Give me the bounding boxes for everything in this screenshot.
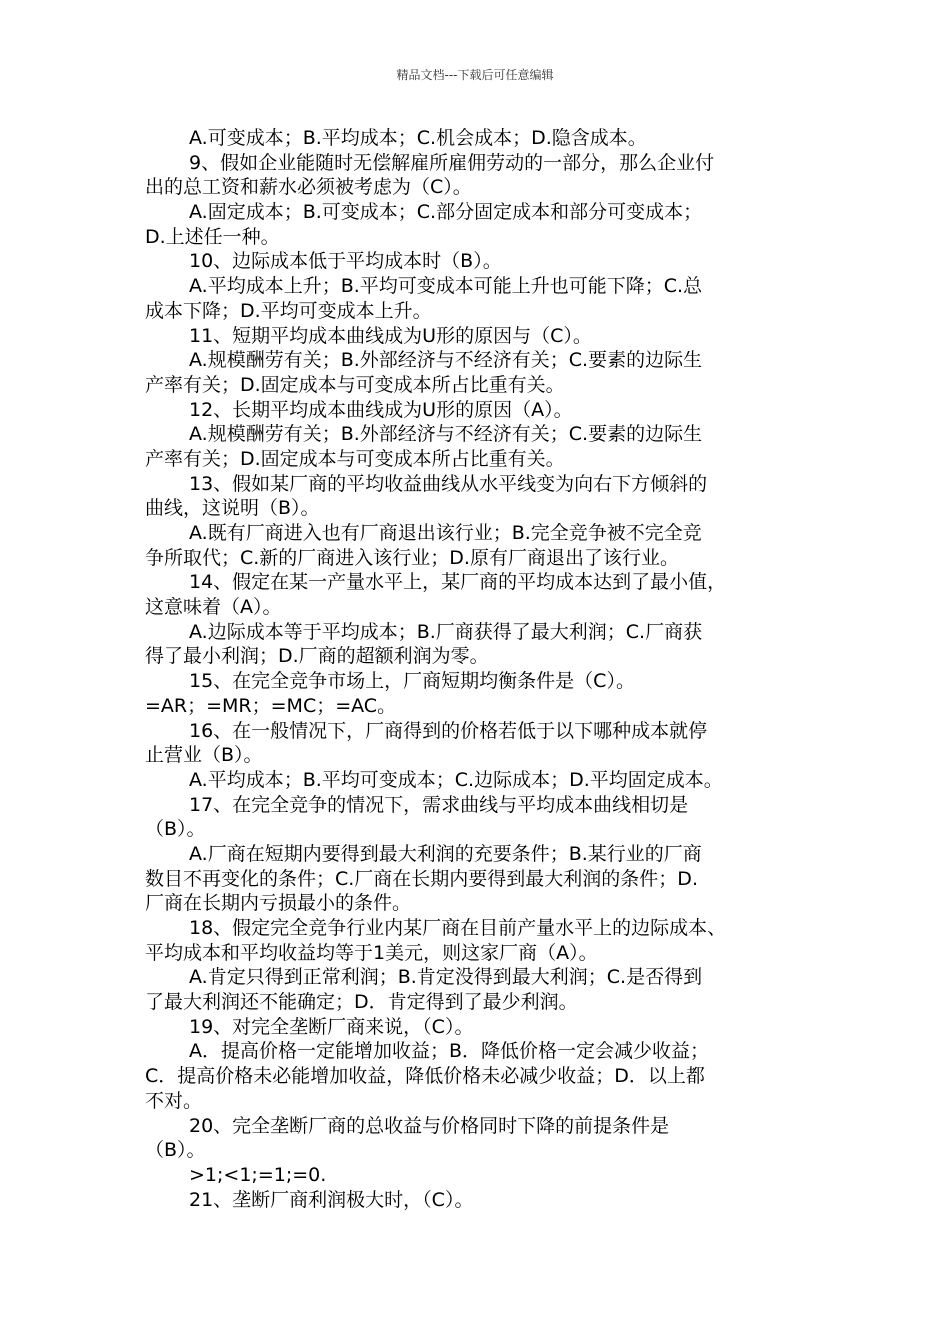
text-line: 得了最小利润；D.厂商的超额利润为零。 bbox=[145, 645, 489, 668]
text-line: 曲线，这说明（B）。 bbox=[145, 497, 320, 520]
text-line: 16、在一般情况下，厂商得到的价格若低于以下哪种成本就停 bbox=[189, 719, 708, 742]
text-line: 20、完全垄断厂商的总收益与价格同时下降的前提条件是 bbox=[189, 1114, 670, 1137]
text-line: =AR；=MR；=MC；=AC。 bbox=[145, 694, 397, 717]
text-line: A.肯定只得到正常利润；B.肯定没得到最大利润；C.是否得到 bbox=[189, 966, 703, 989]
text-line: 15、在完全竞争市场上，厂商短期均衡条件是（C）。 bbox=[189, 670, 635, 693]
text-line: A.规模酬劳有关；B.外部经济与不经济有关；C.要素的边际生 bbox=[189, 349, 703, 372]
text-line: 厂商在长期内亏损最小的条件。 bbox=[145, 892, 412, 915]
text-line: 9、假如企业能随时无偿解雇所雇佣劳动的一部分，那么企业付 bbox=[189, 151, 715, 174]
text-line: A.平均成本；B.平均可变成本；C.边际成本；D.平均固定成本。 bbox=[189, 768, 723, 791]
text-line: 不对。 bbox=[145, 1089, 203, 1112]
text-line: A.固定成本；B.可变成本；C.部分固定成本和部分可变成本； bbox=[189, 201, 703, 224]
text-line: 了最大利润还不能确定；D．肯定得到了最少利润。 bbox=[145, 991, 578, 1014]
text-line: 产率有关；D.固定成本与可变成本所占比重有关。 bbox=[145, 447, 565, 470]
text-line: 14、假定在某一产量水平上，某厂商的平均成本达到了最小值， bbox=[189, 571, 727, 594]
text-line: >1;<1;=1;=0. bbox=[189, 1163, 327, 1186]
text-line: D.上述任一种。 bbox=[145, 225, 280, 248]
text-line: A.规模酬劳有关；B.外部经济与不经济有关；C.要素的边际生 bbox=[189, 423, 703, 446]
text-line: 数目不再变化的条件；C.厂商在长期内要得到最大利润的条件；D. bbox=[145, 867, 698, 890]
text-line: A.厂商在短期内要得到最大利润的充要条件；B.某行业的厂商 bbox=[189, 842, 702, 865]
text-line: 11、短期平均成本曲线成为U形的原因与（C）。 bbox=[189, 324, 592, 347]
text-line: （B）。 bbox=[145, 818, 206, 841]
text-line: 17、在完全竞争的情况下，需求曲线与平均成本曲线相切是 bbox=[189, 793, 689, 816]
text-line: A.既有厂商进入也有厂商退出该行业；B.完全竞争被不完全竞 bbox=[189, 522, 702, 544]
text-line: 10、边际成本低于平均成本时（B）。 bbox=[189, 250, 502, 273]
text-line: 争所取代；C.新的厂商进入该行业；D.原有厂商退出了该行业。 bbox=[145, 546, 679, 569]
text-line: A.可变成本；B.平均成本；C.机会成本；D.隐含成本。 bbox=[189, 127, 647, 149]
text-line: 19、对完全垄断厂商来说，（C）。 bbox=[189, 1015, 474, 1038]
page-header: 精品文档---下载后可任意编辑 bbox=[396, 68, 554, 82]
text-line: 止营业（B）。 bbox=[145, 744, 263, 767]
text-line: 这意味着（A）。 bbox=[145, 596, 282, 619]
text-line: （B）。 bbox=[145, 1139, 206, 1162]
text-line: 出的总工资和薪水必须被考虑为（C）。 bbox=[145, 176, 472, 199]
text-line: A．提高价格一定能增加收益；B．降低价格一定会减少收益； bbox=[189, 1040, 710, 1063]
text-line: 12、长期平均成本曲线成为U形的原因（A）。 bbox=[189, 398, 573, 421]
text-line: A.平均成本上升；B.平均可变成本可能上升也可能下降；C.总 bbox=[189, 275, 703, 298]
text-line: C．提高价格未必能增加收益，降低价格未必减少收益；D．以上都 bbox=[145, 1065, 705, 1088]
text-line: 成本下降；D.平均可变成本上升。 bbox=[145, 299, 432, 322]
document-body bbox=[145, 126, 807, 1212]
text-line: 13、假如某厂商的平均收益曲线从水平线变为向右下方倾斜的 bbox=[189, 472, 708, 495]
text-line: 21、垄断厂商利润极大时，（C）。 bbox=[189, 1188, 474, 1211]
text-line: A.边际成本等于平均成本；B.厂商获得了最大利润；C.厂商获 bbox=[189, 620, 703, 643]
text-line: 18、假定完全竞争行业内某厂商在目前产量水平上的边际成本、 bbox=[189, 917, 727, 939]
text-line: 平均成本和平均收益均等于1美元，则这家厂商（A）。 bbox=[145, 941, 598, 964]
text-line: 产率有关；D.固定成本与可变成本所占比重有关。 bbox=[145, 373, 565, 396]
